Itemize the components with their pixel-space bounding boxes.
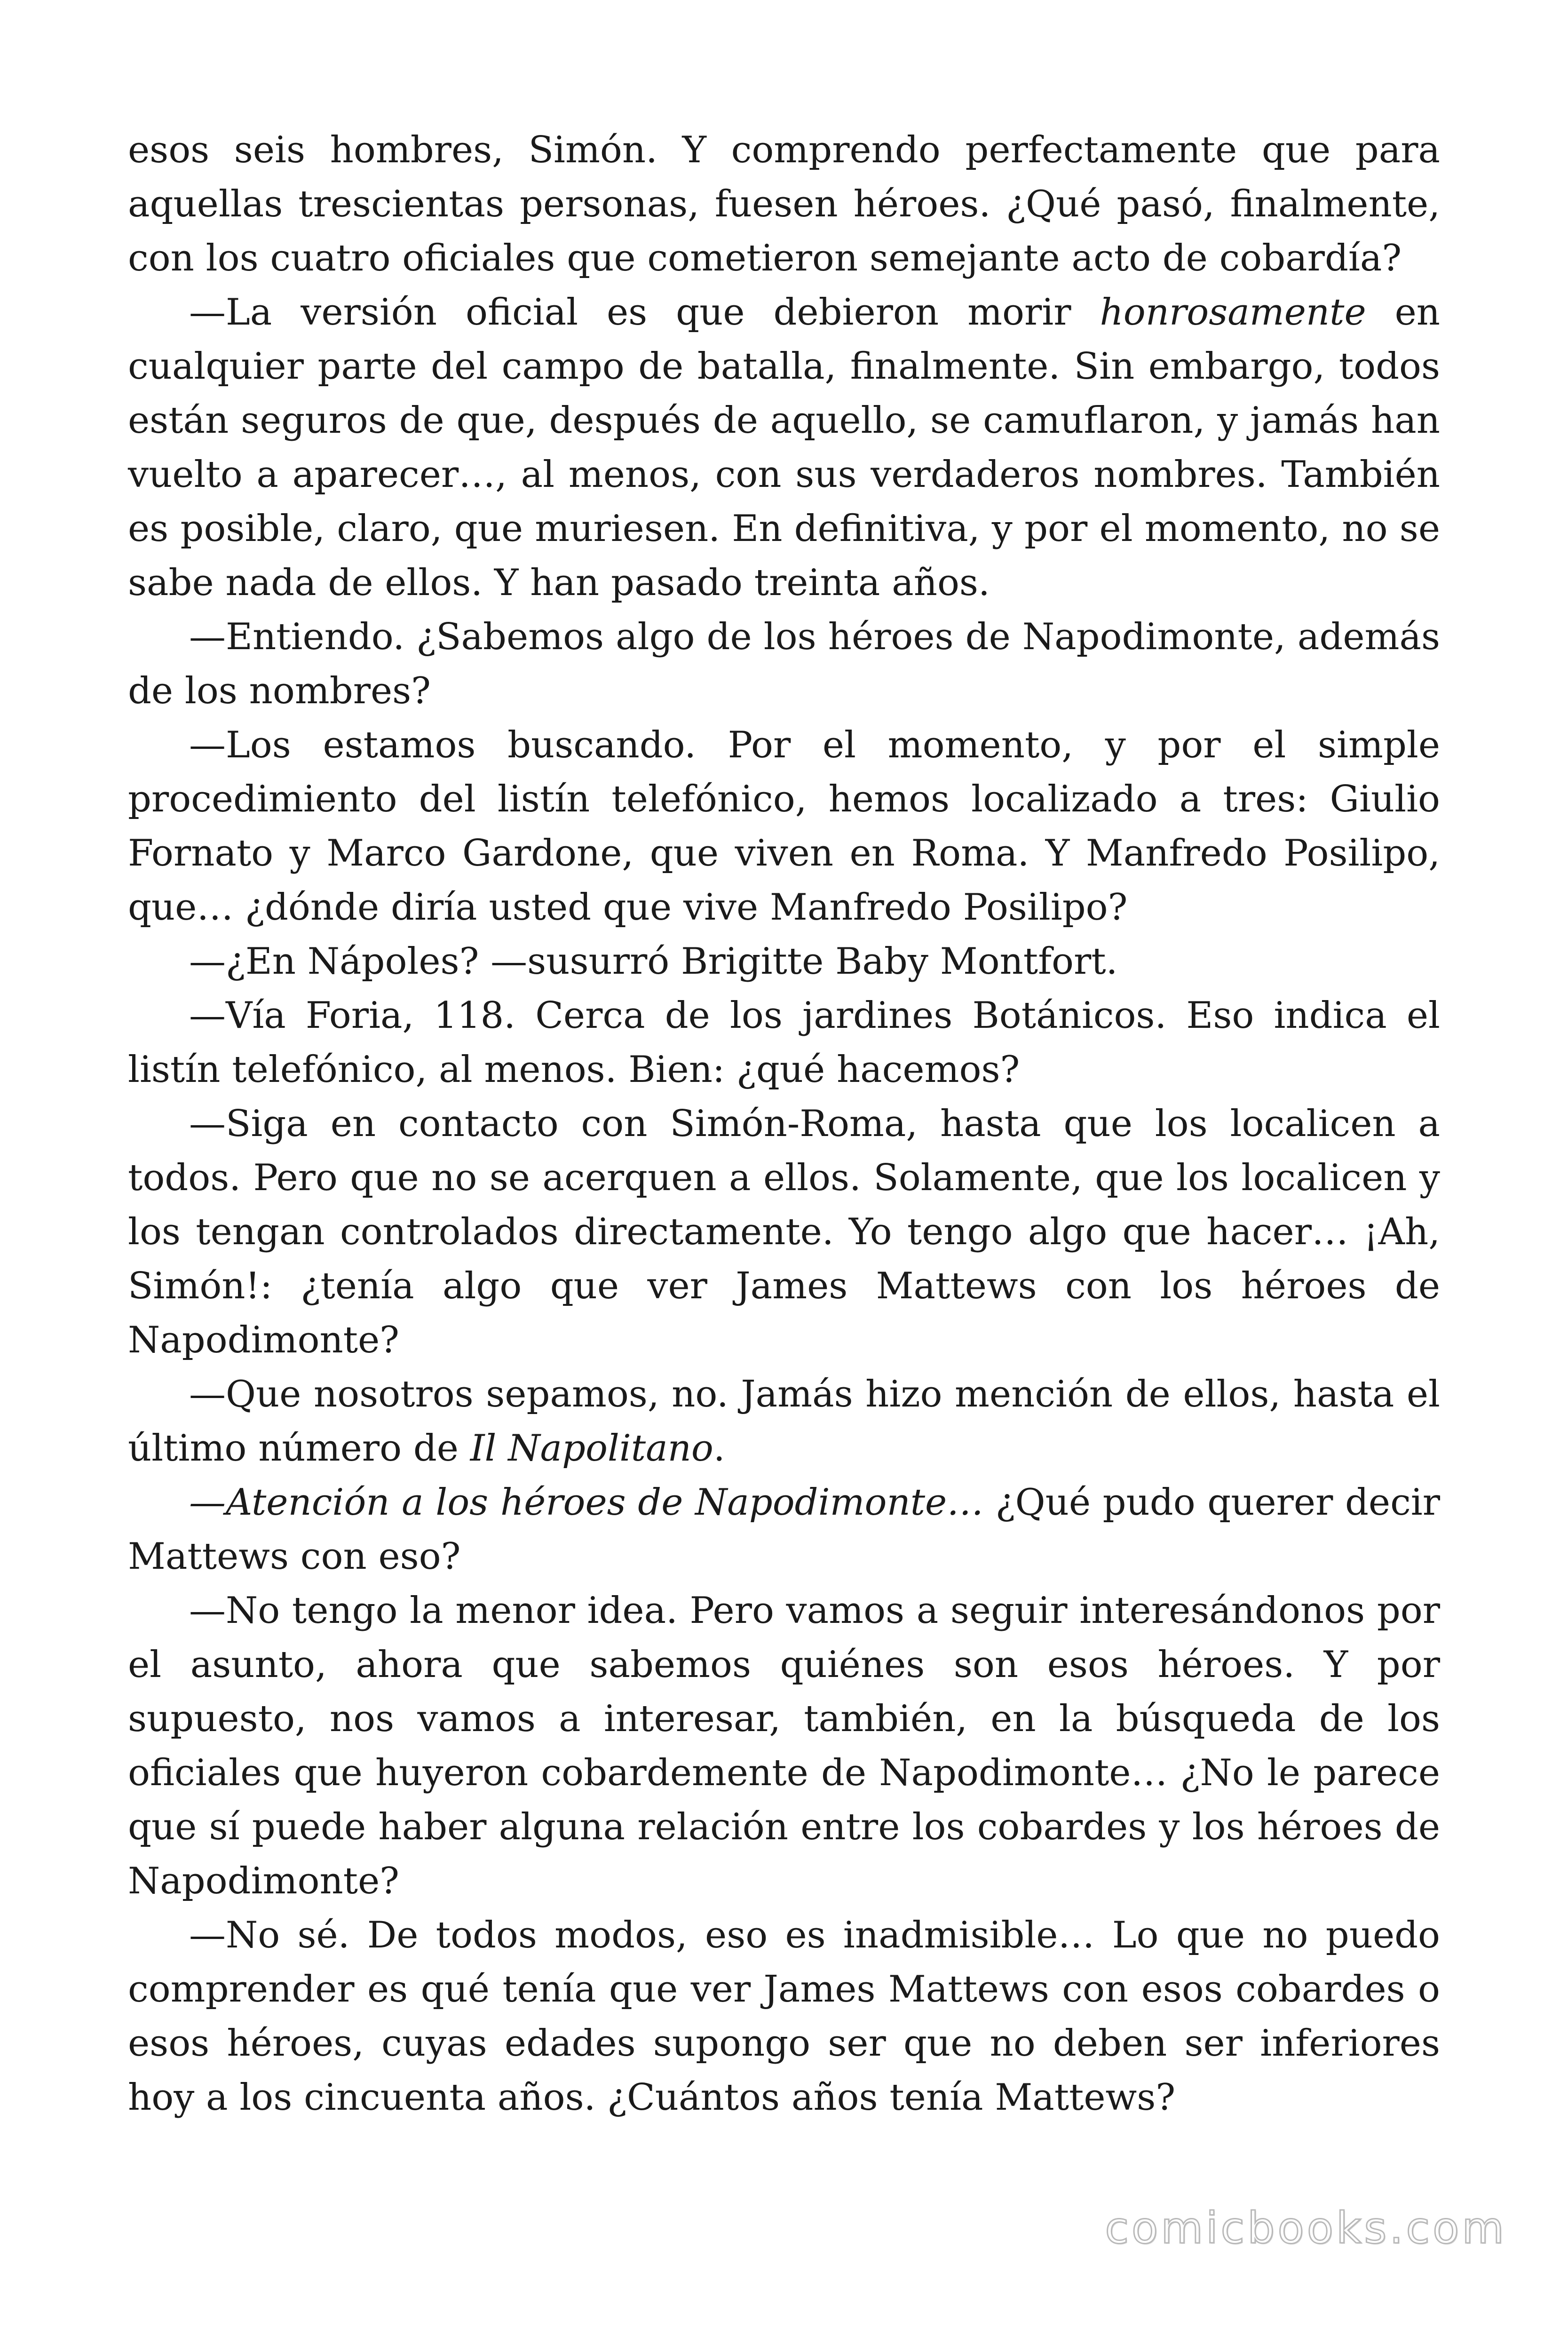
text-run: —La versión oficial es que debieron morir [189,291,1100,334]
text-run: —No tengo la menor idea. Pero vamos a seguir interesándonos por el asunto, ahora que sabemos quiénes son esos héroes. Y por supuesto, nos vamos a interesar, también, en la búsqueda de los oficiales que huyeron cobardemente de Napodimonte… ¿No le parece que sí puede haber alguna relación entre los cobardes y los héroes de Napodimonte? [128,1589,1440,1902]
text-run: —¿En Nápoles? —susurró Brigitte Baby Montfort. [189,940,1118,983]
watermark-logo: comicbooks.com [1105,2203,1507,2253]
paragraph [128,718,1440,935]
italic-text-run: Il Napolitano [470,1427,713,1470]
italic-text-run: honrosamente [1100,291,1366,334]
paragraph [128,989,1440,1097]
paragraph [128,610,1440,718]
book-page-text [128,123,1440,2125]
text-run: . [713,1427,725,1470]
text-run: —Siga en contacto con Simón-Roma, hasta que los localicen a todos. Pero que no se acerquen a ellos. Solamente, que los localicen y los tengan controlados directamente. Yo tengo algo que hacer… ¡Ah, Simón!: ¿tenía algo que ver James Mattews con los héroes de Napodimonte? [128,1103,1440,1361]
paragraph [128,1097,1440,1367]
text-run: —Entiendo. ¿Sabemos algo de los héroes de Napodimonte, además de los nombres? [128,616,1440,712]
text-run: —Que nosotros sepamos, no. Jamás hizo mención de ellos, hasta el último número de [128,1373,1440,1470]
text-run: esos seis hombres, Simón. Y comprendo perfectamente que para aquellas trescientas personas, fuesen héroes. ¿Qué pasó, finalmente, con los cuatro oficiales que cometieron semejante acto de cobardía? [128,129,1440,279]
paragraph [128,935,1440,989]
text-run: ¿Qué pudo querer decir Mattews con eso? [128,1481,1440,1578]
paragraph [128,1908,1440,2125]
text-run: en cualquier parte del campo de batalla, finalmente. Sin embargo, todos están seguros de que, después de aquello, se camuflaron, y jamás han vuelto a aparecer…, al menos, con sus verdaderos nombres. También es posible, claro, que muriesen. En definitiva, y por el momento, no se sabe nada de ellos. Y han pasado treinta años. [128,291,1440,604]
paragraph [128,123,1440,286]
paragraph [128,1584,1440,1908]
text-run: —No sé. De todos modos, eso es inadmisible… Lo que no puedo comprender es qué tenía que ver James Mattews con esos cobardes o esos héroes, cuyas edades supongo ser que no deben ser inferiores hoy a los cincuenta años. ¿Cuántos años tenía Mattews? [128,1914,1440,2119]
paragraph [128,1367,1440,1476]
text-run: —Vía Foria, 118. Cerca de los jardines Botánicos. Eso indica el listín telefónico, al menos. Bien: ¿qué hacemos? [128,994,1440,1091]
italic-text-run: —Atención a los héroes de Napodimonte… [189,1481,984,1524]
paragraph [128,286,1440,610]
paragraph [128,1476,1440,1584]
text-run: —Los estamos buscando. Por el momento, y por el simple procedimiento del listín telefónico, hemos localizado a tres: Giulio Fornato y Marco Gardone, que viven en Roma. Y Manfredo Posilipo, que… ¿dónde diría usted que vive Manfredo Posilipo? [128,724,1440,929]
